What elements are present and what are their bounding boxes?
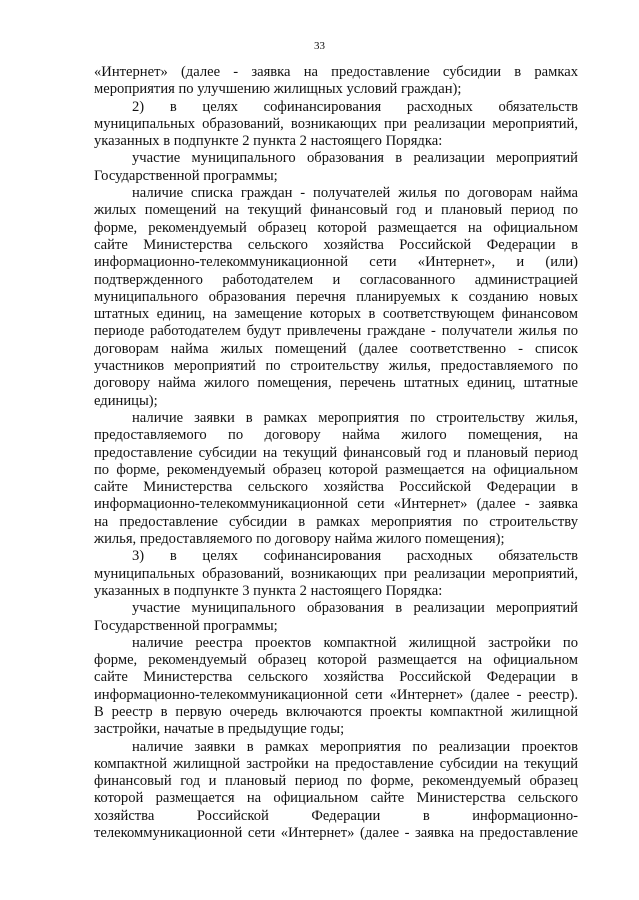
text-line: «Интернет» (далее - заявка на предоставление субсидии в рамках [94,64,578,80]
text-line: мероприятия по улучшению жилищных условий граждан); [94,81,462,98]
text-line: по форме, рекомендуемый образец которой размещается на официальном [94,461,578,478]
paragraph [94,185,578,410]
text-line: наличие списка граждан - получателей жилья по договорам найма [132,185,578,202]
paragraph [94,548,578,600]
text-line: наличие реестра проектов компактной жилищной застройки по [132,634,578,651]
text-line: периоде работодателем будут привлечены граждане - получатели жилья по [94,323,578,340]
text-line: наличие заявки в рамках мероприятия по строительству жилья, [132,409,578,426]
paragraph [94,739,578,843]
text-line: единицы); [94,392,158,409]
text-line: предоставляемого по договору найма жилого помещения, на [94,427,578,444]
text-line: сайте Министерства сельского хозяйства Российской Федерации в [94,236,578,253]
document-body [94,64,578,842]
text-line: муниципальных образований, возникающих при реализации мероприятий, [94,115,578,132]
text-line: форме, рекомендуемый образец которой размещается на официальном [94,219,578,236]
text-line: Государственной программы; [94,167,278,184]
text-line: указанных в подпункте 3 пункта 2 настоящего Порядка: [94,582,443,599]
text-line: информационно-телекоммуникационной сети «Интернет», и (или) [94,254,578,271]
text-line: которой размещается на официальном сайте Министерства сельского [94,790,578,807]
text-line: наличие заявки в рамках мероприятия по реализации проектов [132,738,578,755]
text-line: жилья, предоставляемого по договору найма жилого помещения); [94,531,505,548]
text-line: сайте Министерства сельского хозяйства Российской Федерации в [94,479,578,496]
paragraph [94,635,578,739]
paragraph [94,99,578,151]
text-line: участие муниципального образования в реализации мероприятий [132,600,578,617]
text-line: компактной жилищной застройки на предоставление субсидии на текущий [94,755,578,772]
text-line: предоставление субсидии на текущий финансовый год и плановый период [94,444,578,461]
text-line: Государственной программы; [94,617,278,634]
text-line: финансовый год и плановый период по форме, рекомендуемый образец [94,773,578,790]
text-line: на предоставление субсидии в рамках мероприятия по строительству [94,513,578,530]
text-line: 3) в целях софинансирования расходных обязательств [132,548,578,565]
text-line: участие муниципального образования в реализации мероприятий [132,150,578,167]
text-line: В реестр в первую очередь включаются проекты компактной жилищной [94,703,578,720]
text-line: информационно-телекоммуникационной сети «Интернет» (далее - реестр). [94,686,578,703]
text-line: договору найма жилого помещения, перечень штатных единиц, штатные [94,375,578,392]
text-line: информационно-телекоммуникационной сети «Интернет» (далее - заявка [94,496,578,513]
text-line: хозяйства Российской Федерации в информационно- [94,807,578,824]
paragraph [94,64,578,99]
text-line: штатных единиц, на замещение которых в соответствующем финансовом [94,306,578,323]
paragraph [94,150,578,185]
text-line: участников мероприятий по строительству жилья, предоставляемого по [94,358,578,375]
text-line: муниципальных образований, возникающих при реализации мероприятий, [94,565,578,582]
text-line: сайте Министерства сельского хозяйства Российской Федерации в [94,669,578,686]
text-line: договорам найма жилых помещений (далее соответственно - список [94,340,578,357]
paragraph [94,410,578,548]
paragraph [94,600,578,635]
text-line: телекоммуникационной сети «Интернет» (далее - заявка на предоставление [94,825,578,842]
text-line: жилых помещений на текущий финансовый год и плановый период по [94,202,578,219]
text-line: застройки, начатые в предыдущие годы; [94,721,345,738]
text-line: 2) в целях софинансирования расходных обязательств [132,98,578,115]
text-line: форме, рекомендуемый образец которой размещается на официальном [94,652,578,669]
page-number: 33 [314,40,325,52]
text-line: указанных в подпункте 2 пункта 2 настоящего Порядка: [94,133,443,150]
text-line: муниципального образования перечня планируемых к созданию новых [94,288,578,305]
text-line: подтвержденного работодателем и согласованного администрацией [94,271,578,288]
